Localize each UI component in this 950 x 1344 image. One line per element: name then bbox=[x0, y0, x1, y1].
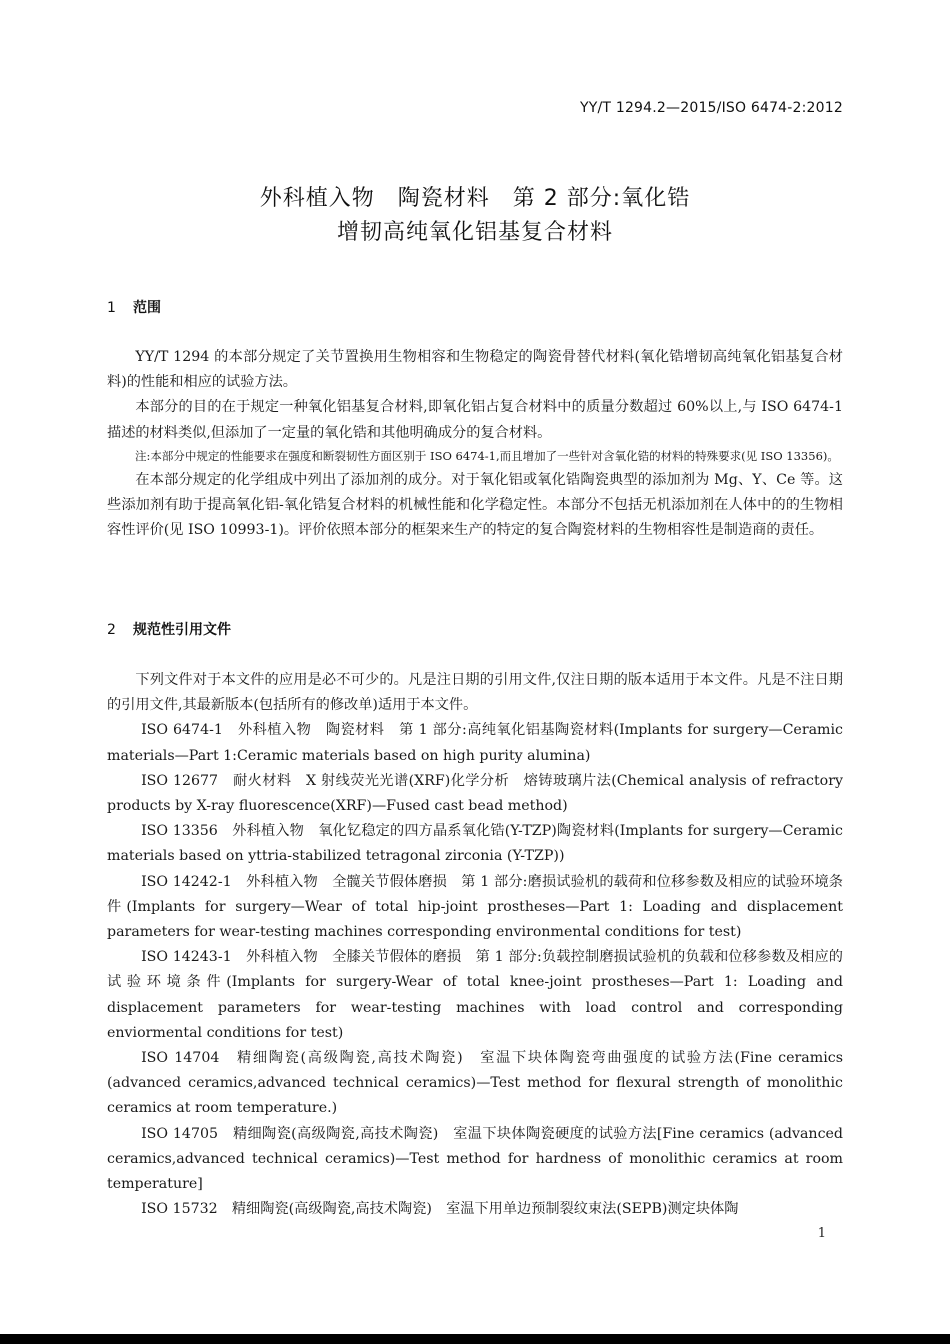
reference-item: ISO 14242-1 外科植入物 全髋关节假体磨损 第 1 部分:磨损试验机的载荷和位移参数及相应的试验环境条件(Implants for surgery—Wear of total hip-joint prostheses—Part 1: Loading and displacement parameters for wear-testing machines corresponding environmental conditions for test) bbox=[107, 873, 843, 941]
section-title: 规范性引用文件 bbox=[133, 622, 231, 638]
page-number: 1 bbox=[817, 1226, 826, 1241]
note-text: 注:本部分中规定的性能要求在强度和断裂韧性方面区别于 ISO 6474-1,而且增加了一些针对含氧化锆的材料的特殊要求(见 ISO 13356)。 bbox=[135, 448, 839, 463]
reference-item: ISO 14243-1 外科植入物 全膝关节假体的磨损 第 1 部分:负载控制磨损试验机的负载和位移参数及相应的试验环境条件(Implants for surgery-Wear of total knee-joint prostheses—Part 1: Loading and displacement parameters for wear-testing machines with load control and corresponding enviormental conditions for test) bbox=[107, 949, 843, 1041]
standard-code: YY/T 1294.2—2015/ISO 6474-2:2012 bbox=[580, 100, 843, 116]
document-title bbox=[0, 182, 950, 250]
title-line-1: 外科植入物 陶瓷材料 第 2 部分:氧化锆 bbox=[259, 186, 691, 211]
scope-paragraph-1: YY/T 1294 的本部分规定了关节置换用生物相容和生物稳定的陶瓷骨替代材料(氧化锆增韧高纯氧化铝基复合材料)的性能和相应的试验方法。 bbox=[107, 349, 843, 391]
title-line-2: 增韧高纯氧化铝基复合材料 bbox=[336, 220, 613, 245]
section-number: 2 bbox=[107, 622, 116, 638]
section-heading-scope bbox=[107, 296, 843, 321]
reference-item: ISO 6474-1 外科植入物 陶瓷材料 第 1 部分:高纯氧化铝基陶瓷材料(Implants for surgery—Ceramic materials—Part 1:Ceramic materials based on high purity alumina) bbox=[107, 722, 843, 764]
scope-paragraph-3: 在本部分规定的化学组成中列出了添加剂的成分。对于氧化铝或氧化锆陶瓷典型的添加剂为 Mg、Y、Ce 等。这些添加剂有助于提高氧化铝-氧化锆复合材料的机械性能和化学稳定性。本部分不包括无机添加剂在人体中的的生物相容性评价(见 ISO 10993-1)。评价依照本部分的框架来生产的特定的复合陶瓷材料的生物相容性是制造商的责任。 bbox=[107, 471, 843, 539]
page-bottom-border bbox=[0, 1334, 950, 1344]
section-title: 范围 bbox=[133, 300, 161, 316]
scope-body bbox=[107, 345, 843, 543]
reference-item: ISO 15732 精细陶瓷(高级陶瓷,高技术陶瓷) 室温下用单边预制裂纹束法(SEPB)测定块体陶 bbox=[141, 1201, 739, 1218]
section-heading-references bbox=[107, 618, 843, 643]
section-number: 1 bbox=[107, 300, 116, 316]
reference-item: ISO 14704 精细陶瓷(高级陶瓷,高技术陶瓷) 室温下块体陶瓷弯曲强度的试验方法(Fine ceramics (advanced ceramics,advanced technical ceramics)—Test method for flexural strength of monolithic ceramics at room temperature.) bbox=[107, 1050, 843, 1117]
section-scope bbox=[107, 296, 843, 321]
section-normative-refs bbox=[107, 618, 843, 643]
scope-paragraph-2: 本部分的目的在于规定一种氧化铝基复合材料,即氧化铝占复合材料中的质量分数超过 60%以上,与 ISO 6474-1 描述的材料类似,但添加了一定量的氧化锆和其他明确成分的复合材料。 bbox=[107, 399, 843, 441]
references-intro: 下列文件对于本文件的应用是必不可少的。凡是注日期的引用文件,仅注日期的版本适用于本文件。凡是不注日期的引用文件,其最新版本(包括所有的修改单)适用于本文件。 bbox=[107, 672, 843, 714]
references-body bbox=[107, 668, 843, 1222]
reference-item: ISO 14705 精细陶瓷(高级陶瓷,高技术陶瓷) 室温下块体陶瓷硬度的试验方法[Fine ceramics (advanced ceramics,advanced technical ceramics)—Test method for hardness of monolithic ceramics at room temperature] bbox=[107, 1125, 843, 1193]
reference-item: ISO 12677 耐火材料 X 射线荧光光谱(XRF)化学分析 熔铸玻璃片法(Chemical analysis of refractory products by X-ray fluorescence(XRF)—Fused cast bead method) bbox=[107, 772, 843, 815]
reference-item: ISO 13356 外科植入物 氧化钇稳定的四方晶系氧化锆(Y-TZP)陶瓷材料(Implants for surgery—Ceramic materials based on yttria-stabilized tetragonal zirconia (Y-TZP)) bbox=[107, 823, 843, 865]
scope-note bbox=[135, 446, 843, 466]
